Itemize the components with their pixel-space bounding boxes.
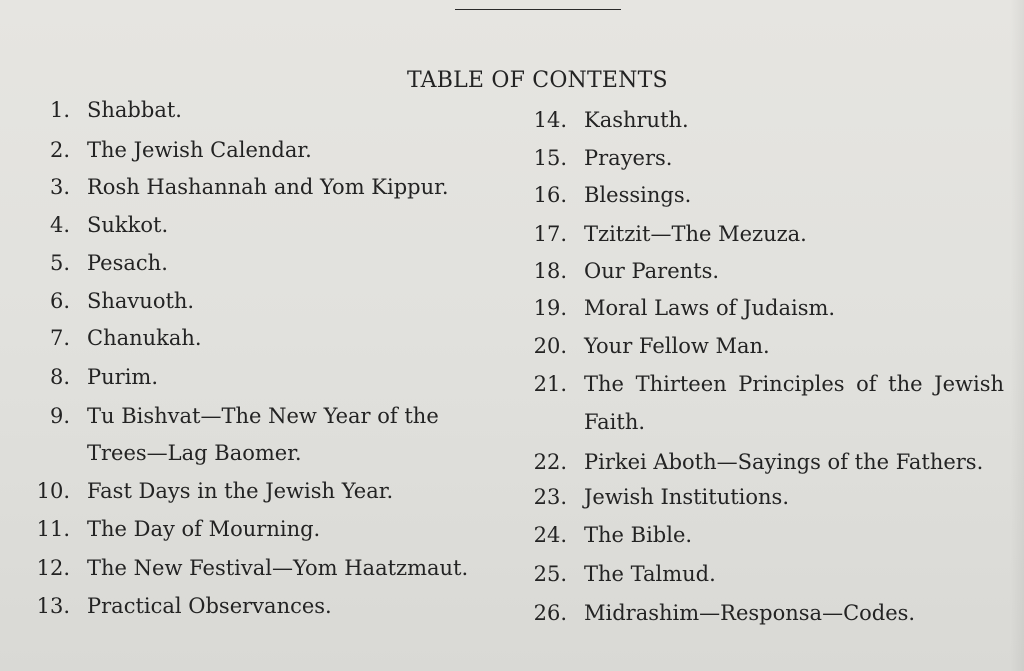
toc-entry-9-cont: Trees—Lag Baomer. <box>87 441 302 465</box>
page-edge-shadow <box>1010 0 1024 671</box>
toc-entry-7: 7. Chanukah. <box>49 326 202 350</box>
toc-entry-8: 8. Purim. <box>49 365 158 389</box>
toc-entry-17: 17. Tzitzit—The Mezuza. <box>533 222 807 246</box>
toc-entry-14: 14. Kashruth. <box>533 108 689 132</box>
toc-entry-26: 26. Midrashim—Responsa—Codes. <box>533 601 916 625</box>
toc-entry-13: 13. Practical Observances. <box>36 594 332 618</box>
toc-entry-22: 22. Pirkei Aboth—Sayings of the Fathers. <box>533 450 984 474</box>
toc-entry-18: 18. Our Parents. <box>533 259 720 283</box>
toc-entry-11: 11. The Day of Mourning. <box>36 517 321 541</box>
toc-entry-6: 6. Shavuoth. <box>49 289 195 313</box>
toc-entry-24: 24. The Bible. <box>533 523 693 547</box>
toc-entry-21: 21. The Thirteen Principles of the Jewish <box>533 372 1004 396</box>
toc-title: TABLE OF CONTENTS <box>407 68 668 93</box>
toc-entry-15: 15. Prayers. <box>533 146 673 170</box>
toc-entry-1: 1. Shabbat. <box>49 98 182 122</box>
header-rule <box>455 9 621 10</box>
toc-entry-4: 4. Sukkot. <box>49 213 169 237</box>
toc-entry-19: 19. Moral Laws of Judaism. <box>533 296 836 320</box>
toc-entry-9: 9. Tu Bishvat—The New Year of the <box>49 404 439 428</box>
toc-entry-20: 20. Your Fellow Man. <box>533 334 770 358</box>
toc-entry-16: 16. Blessings. <box>533 183 692 207</box>
toc-entry-3: 3. Rosh Hashannah and Yom Kippur. <box>49 175 449 199</box>
toc-entry-23: 23. Jewish Institutions. <box>533 485 790 509</box>
toc-entry-10: 10. Fast Days in the Jewish Year. <box>36 479 394 503</box>
toc-entry-25: 25. The Talmud. <box>533 562 716 586</box>
toc-entry-5: 5. Pesach. <box>49 251 168 275</box>
toc-entry-2: 2. The Jewish Calendar. <box>49 138 312 162</box>
toc-entry-12: 12. The New Festival—Yom Haatzmaut. <box>36 556 469 580</box>
toc-entry-21-cont: Faith. <box>584 410 646 434</box>
